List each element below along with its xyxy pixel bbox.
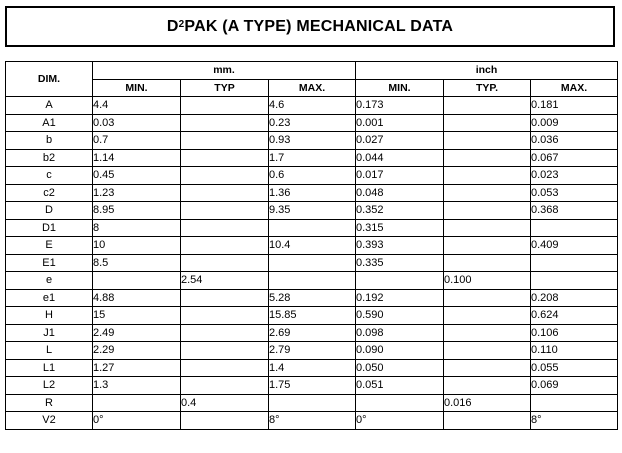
header-row-groups: [6, 62, 618, 80]
mm-max-cell: 5.28: [269, 289, 356, 307]
inch-max-cell: 0.055: [531, 359, 618, 377]
mm-min-cell: 4.4: [93, 97, 181, 115]
mm-min-cell: [93, 272, 181, 290]
inch-typ-cell: 0.016: [444, 394, 531, 412]
mm-typ-cell: [181, 132, 269, 150]
mm-max-cell: 0.93: [269, 132, 356, 150]
dim-cell: D1: [6, 219, 93, 237]
inch-min-cell: 0.352: [356, 202, 444, 220]
inch-min-cell: 0.017: [356, 167, 444, 185]
mm-typ-cell: [181, 359, 269, 377]
dim-cell: V2: [6, 412, 93, 430]
inch-min-cell: [356, 272, 444, 290]
inch-max-cell: [531, 394, 618, 412]
inch-min-cell: 0.315: [356, 219, 444, 237]
dim-cell: L1: [6, 359, 93, 377]
table-row: [6, 289, 618, 307]
inch-max-cell: [531, 254, 618, 272]
dim-cell: D: [6, 202, 93, 220]
dim-cell: c: [6, 167, 93, 185]
mm-typ-cell: [181, 342, 269, 360]
mm-min-cell: 8.95: [93, 202, 181, 220]
mm-min-cell: 8: [93, 219, 181, 237]
inch-min-cell: 0.090: [356, 342, 444, 360]
mm-max-cell: 1.7: [269, 149, 356, 167]
inch-max-cell: 0.208: [531, 289, 618, 307]
inch-typ-cell: [444, 342, 531, 360]
dim-cell: e1: [6, 289, 93, 307]
mm-typ-cell: [181, 237, 269, 255]
inch-typ-cell: [444, 97, 531, 115]
inch-max-cell: 0.106: [531, 324, 618, 342]
table-row: [6, 272, 618, 290]
dim-cell: J1: [6, 324, 93, 342]
inch-typ-cell: [444, 219, 531, 237]
mm-typ-cell: [181, 114, 269, 132]
inch-min-cell: 0.192: [356, 289, 444, 307]
header-inch-group: inch: [356, 62, 618, 80]
inch-max-cell: 0.624: [531, 307, 618, 325]
mm-max-cell: [269, 219, 356, 237]
inch-max-cell: 0.036: [531, 132, 618, 150]
mm-max-cell: 0.23: [269, 114, 356, 132]
mm-typ-cell: [181, 254, 269, 272]
inch-min-cell: 0°: [356, 412, 444, 430]
mm-typ-cell: [181, 307, 269, 325]
inch-min-cell: [356, 394, 444, 412]
mm-min-cell: [93, 394, 181, 412]
inch-typ-cell: [444, 412, 531, 430]
dim-cell: b2: [6, 149, 93, 167]
table-row: [6, 324, 618, 342]
table-row: [6, 202, 618, 220]
mm-typ-cell: [181, 149, 269, 167]
dim-cell: R: [6, 394, 93, 412]
inch-max-cell: 0.023: [531, 167, 618, 185]
mm-min-cell: 15: [93, 307, 181, 325]
inch-min-cell: 0.590: [356, 307, 444, 325]
inch-min-cell: 0.027: [356, 132, 444, 150]
mm-min-cell: 2.49: [93, 324, 181, 342]
table-row: [6, 132, 618, 150]
inch-max-cell: 0.181: [531, 97, 618, 115]
dim-cell: c2: [6, 184, 93, 202]
title-superscript: 2: [178, 18, 185, 30]
dim-cell: e: [6, 272, 93, 290]
table-row: [6, 359, 618, 377]
inch-min-cell: 0.050: [356, 359, 444, 377]
table-row: [6, 307, 618, 325]
mm-min-cell: 8.5: [93, 254, 181, 272]
mm-min-cell: 0.7: [93, 132, 181, 150]
inch-min-cell: 0.001: [356, 114, 444, 132]
mm-typ-cell: [181, 377, 269, 395]
inch-max-cell: [531, 219, 618, 237]
header-mm-max: MAX.: [269, 79, 356, 97]
inch-min-cell: 0.098: [356, 324, 444, 342]
header-mm-min: MIN.: [93, 79, 181, 97]
table-row: [6, 219, 618, 237]
inch-min-cell: 0.051: [356, 377, 444, 395]
dim-cell: A1: [6, 114, 93, 132]
mm-min-cell: 1.27: [93, 359, 181, 377]
inch-typ-cell: [444, 324, 531, 342]
mm-min-cell: 0.03: [93, 114, 181, 132]
inch-typ-cell: [444, 377, 531, 395]
mm-min-cell: 0°: [93, 412, 181, 430]
inch-max-cell: [531, 272, 618, 290]
inch-typ-cell: [444, 359, 531, 377]
table-row: [6, 394, 618, 412]
mm-min-cell: 1.3: [93, 377, 181, 395]
table-body: [6, 97, 618, 430]
mm-max-cell: 2.69: [269, 324, 356, 342]
inch-max-cell: 0.069: [531, 377, 618, 395]
inch-typ-cell: [444, 184, 531, 202]
mm-typ-cell: 2.54: [181, 272, 269, 290]
inch-typ-cell: [444, 132, 531, 150]
inch-typ-cell: [444, 202, 531, 220]
inch-typ-cell: [444, 237, 531, 255]
inch-max-cell: 0.067: [531, 149, 618, 167]
header-mm-group: mm.: [93, 62, 356, 80]
inch-min-cell: 0.335: [356, 254, 444, 272]
mm-typ-cell: [181, 97, 269, 115]
mm-typ-cell: [181, 202, 269, 220]
header-dim: DIM.: [6, 62, 93, 97]
header-inch-max: MAX.: [531, 79, 618, 97]
table-row: [6, 149, 618, 167]
mm-max-cell: 2.79: [269, 342, 356, 360]
title-rest: PAK (A TYPE) MECHANICAL DATA: [184, 17, 454, 35]
mm-max-cell: 8°: [269, 412, 356, 430]
mm-max-cell: 15.85: [269, 307, 356, 325]
table-row: [6, 184, 618, 202]
dim-cell: E: [6, 237, 93, 255]
mm-max-cell: 1.36: [269, 184, 356, 202]
mm-max-cell: 9.35: [269, 202, 356, 220]
table-row: [6, 97, 618, 115]
table-row: [6, 377, 618, 395]
mm-min-cell: 0.45: [93, 167, 181, 185]
mm-typ-cell: 0.4: [181, 394, 269, 412]
table-row: [6, 412, 618, 430]
mechanical-data-table: [5, 61, 618, 430]
dim-cell: L: [6, 342, 93, 360]
mm-max-cell: 0.6: [269, 167, 356, 185]
table-row: [6, 237, 618, 255]
mm-typ-cell: [181, 412, 269, 430]
dim-cell: L2: [6, 377, 93, 395]
mm-min-cell: 1.23: [93, 184, 181, 202]
inch-max-cell: 0.110: [531, 342, 618, 360]
mm-max-cell: 1.4: [269, 359, 356, 377]
mm-min-cell: 4.88: [93, 289, 181, 307]
table-row: [6, 114, 618, 132]
table-row: [6, 167, 618, 185]
mm-max-cell: 4.6: [269, 97, 356, 115]
header-inch-typ: TYP.: [444, 79, 531, 97]
mm-typ-cell: [181, 324, 269, 342]
mm-min-cell: 10: [93, 237, 181, 255]
inch-max-cell: 0.409: [531, 237, 618, 255]
table-row: [6, 342, 618, 360]
inch-min-cell: 0.048: [356, 184, 444, 202]
mm-min-cell: 2.29: [93, 342, 181, 360]
dim-cell: E1: [6, 254, 93, 272]
inch-typ-cell: [444, 114, 531, 132]
header-row-columns: [6, 79, 618, 97]
inch-typ-cell: 0.100: [444, 272, 531, 290]
mm-typ-cell: [181, 219, 269, 237]
mm-typ-cell: [181, 167, 269, 185]
mm-typ-cell: [181, 184, 269, 202]
inch-min-cell: 0.044: [356, 149, 444, 167]
mm-max-cell: 1.75: [269, 377, 356, 395]
table-title: [5, 6, 615, 47]
inch-min-cell: 0.393: [356, 237, 444, 255]
mm-max-cell: [269, 254, 356, 272]
inch-max-cell: 8°: [531, 412, 618, 430]
dim-cell: b: [6, 132, 93, 150]
mm-max-cell: 10.4: [269, 237, 356, 255]
mm-max-cell: [269, 272, 356, 290]
inch-typ-cell: [444, 149, 531, 167]
header-inch-min: MIN.: [356, 79, 444, 97]
inch-min-cell: 0.173: [356, 97, 444, 115]
dim-cell: A: [6, 97, 93, 115]
inch-typ-cell: [444, 307, 531, 325]
inch-typ-cell: [444, 254, 531, 272]
mm-max-cell: [269, 394, 356, 412]
table-row: [6, 254, 618, 272]
inch-max-cell: 0.368: [531, 202, 618, 220]
header-mm-typ: TYP: [181, 79, 269, 97]
mm-min-cell: 1.14: [93, 149, 181, 167]
inch-max-cell: 0.053: [531, 184, 618, 202]
dim-cell: H: [6, 307, 93, 325]
inch-typ-cell: [444, 167, 531, 185]
inch-max-cell: 0.009: [531, 114, 618, 132]
mm-typ-cell: [181, 289, 269, 307]
title-prefix: D: [166, 17, 179, 35]
inch-typ-cell: [444, 289, 531, 307]
